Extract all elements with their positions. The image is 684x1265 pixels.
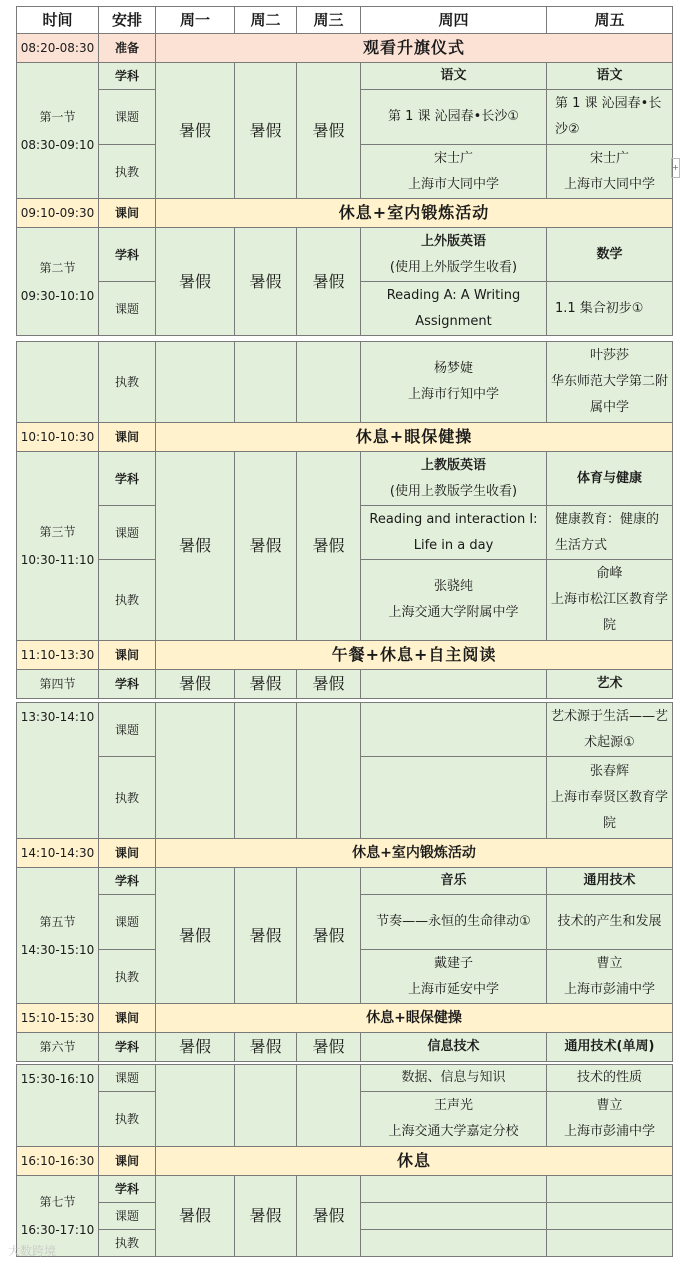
p2-tue: 暑假 [235, 228, 297, 336]
p6-thu-teacher-name: 王声光 [433, 1098, 473, 1113]
p5-subject-label: 学科 [99, 868, 156, 895]
header-monday: 周一 [156, 7, 235, 34]
p6-tue-cont [235, 1065, 297, 1147]
schedule-table-page-4 [16, 1064, 673, 1257]
p6-fri-teacher [547, 1092, 673, 1147]
break6-time: 16:10-16:30 [17, 1147, 99, 1176]
p2-thu-subject: 上外版英语 [420, 233, 486, 249]
p5-subject-row [17, 868, 673, 895]
p1-topic-label: 课题 [99, 90, 156, 145]
p2-topic-label: 课题 [99, 282, 156, 336]
p6-fri-school: 上海市彭浦中学 [563, 1124, 655, 1139]
p1-time: 08:30-09:10 [20, 137, 95, 152]
p4-thu-subject [361, 670, 547, 699]
p2-fri-teacher [547, 342, 673, 423]
p3-thu-topic: Reading and interaction I: Life in a day [361, 506, 547, 560]
p5-time: 14:30-15:10 [20, 942, 95, 957]
p4-name: 第四节 [17, 670, 99, 699]
p2-name: 第二节 [39, 260, 76, 275]
p6-time: 15:30-16:10 [17, 1065, 99, 1147]
p3-thu-subject: 上教版英语 [420, 457, 486, 473]
p2-time: 09:30-10:10 [20, 288, 95, 303]
p5-thu-subject: 音乐 [361, 868, 547, 895]
p1-fri-subject: 语文 [547, 63, 673, 90]
p4-fri-subject: 艺术 [547, 670, 673, 699]
p5-fri-subject: 通用技术 [547, 868, 673, 895]
break1-time: 09:10-09:30 [17, 199, 99, 228]
p1-teacher-label: 执教 [99, 145, 156, 199]
p2-subject-row [17, 228, 673, 282]
p5-tue: 暑假 [235, 868, 297, 1004]
p6-mon-cont [156, 1065, 235, 1147]
break1-label: 课间 [99, 199, 156, 228]
p3-fri-school: 上海市松江区教育学院 [550, 592, 668, 633]
break5-time: 15:10-15:30 [17, 1004, 99, 1033]
header-friday: 周五 [547, 7, 673, 34]
p4-fri-topic: 艺术源于生活——艺术起源① [547, 703, 673, 757]
p2-mon: 暑假 [156, 228, 235, 336]
p4-tue-cont [235, 703, 297, 839]
p3-time-cell [17, 452, 99, 641]
p2-time-cont [17, 342, 99, 423]
p2-wed-cont [297, 342, 361, 423]
p3-fri-topic: 健康教育：健康的生活方式 [547, 506, 673, 560]
p4-wed-cont [297, 703, 361, 839]
p1-fri-topic: 第 1 课 沁园春•长沙② [547, 90, 673, 145]
p4-subject-label: 学科 [99, 670, 156, 699]
p3-fri-teacher [547, 560, 673, 641]
p3-teacher-label: 执教 [99, 560, 156, 641]
p7-mon: 暑假 [156, 1176, 235, 1257]
schedule-table-page-1 [16, 6, 673, 336]
p6-topic-row [17, 1065, 673, 1092]
p3-thu-teacher [361, 560, 547, 641]
p1-subject-label: 学科 [99, 63, 156, 90]
break3-label: 课间 [99, 641, 156, 670]
p2-wed: 暑假 [297, 228, 361, 336]
p7-name: 第七节 [39, 1195, 76, 1209]
p3-wed: 暑假 [297, 452, 361, 641]
p6-subject-label: 学科 [99, 1033, 156, 1062]
p6-thu-subject: 信息技术 [361, 1033, 547, 1062]
p5-fri-teacher-name: 曹立 [596, 955, 623, 971]
p2-thu-note: (使用上外版学生收看) [389, 259, 518, 275]
p5-fri-topic: 技术的产生和发展 [547, 895, 673, 950]
p5-wed: 暑假 [297, 868, 361, 1004]
p2-thu-topic: Reading A: A Writing Assignment [361, 282, 547, 336]
break3-activity: 午餐+休息+自主阅读 [156, 641, 673, 670]
p1-time-cell [17, 63, 99, 199]
break6-activity: 休息 [156, 1147, 673, 1176]
break5-row [17, 1004, 673, 1033]
p7-fri-subject [547, 1176, 673, 1203]
p7-subject-label: 学科 [99, 1176, 156, 1203]
break5-label: 课间 [99, 1004, 156, 1033]
p2-thu-school: 上海市行知中学 [407, 387, 499, 402]
p5-time-cell [17, 868, 99, 1004]
p1-wed: 暑假 [297, 63, 361, 199]
p2-thu-teacher-name: 杨梦婕 [433, 361, 473, 376]
p4-thu-teacher [361, 757, 547, 839]
p6-tue: 暑假 [235, 1033, 297, 1062]
p1-subject-row [17, 63, 673, 90]
break2-label: 课间 [99, 423, 156, 452]
break6-row [17, 1147, 673, 1176]
break3-row [17, 641, 673, 670]
p2-teacher-row [17, 342, 673, 423]
p4-topic-label: 课题 [99, 703, 156, 757]
p1-thu-teacher-name: 宋士广 [433, 150, 473, 166]
p2-fri-teacher-name: 叶莎莎 [589, 348, 629, 363]
header-tuesday: 周二 [235, 7, 297, 34]
p2-subject-label: 学科 [99, 228, 156, 282]
p2-fri-topic: 1.1 集合初步① [547, 282, 673, 336]
p4-fri-teacher [547, 757, 673, 839]
p1-thu-subject: 语文 [361, 63, 547, 90]
p6-subject-row [17, 1033, 673, 1062]
p3-subject-row [17, 452, 673, 506]
p3-fri-teacher-name: 俞峰 [596, 566, 623, 581]
schedule-table-page-2 [16, 341, 673, 699]
break3-time: 11:10-13:30 [17, 641, 99, 670]
p4-mon: 暑假 [156, 670, 235, 699]
p4-subject-row [17, 670, 673, 699]
p1-mon: 暑假 [156, 63, 235, 199]
p4-time: 13:30-14:10 [17, 703, 99, 839]
p5-fri-teacher [547, 950, 673, 1004]
p6-mon: 暑假 [156, 1033, 235, 1062]
break5-activity: 休息+眼保健操 [156, 1004, 673, 1033]
p2-fri-subject: 数学 [547, 228, 673, 282]
p7-topic-label: 课题 [99, 1203, 156, 1230]
header-time: 时间 [17, 7, 99, 34]
p1-tue: 暑假 [235, 63, 297, 199]
header-row [17, 7, 673, 34]
prep-activity: 观看升旗仪式 [156, 34, 673, 63]
p6-fri-topic: 技术的性质 [547, 1065, 673, 1092]
p5-thu-teacher-name: 戴建子 [433, 955, 473, 971]
p6-thu-topic: 数据、信息与知识 [361, 1065, 547, 1092]
p7-tue: 暑假 [235, 1176, 297, 1257]
p3-mon: 暑假 [156, 452, 235, 641]
p3-thu-subject-cell [361, 452, 547, 506]
p2-thu-teacher [361, 342, 547, 423]
p6-topic-label: 课题 [99, 1065, 156, 1092]
p2-thu-subject-cell [361, 228, 547, 282]
schedule-table-page-3 [16, 702, 673, 1062]
p4-fri-school: 上海市奉贤区教育学院 [550, 789, 668, 831]
p4-tue: 暑假 [235, 670, 297, 699]
p3-topic-label: 课题 [99, 506, 156, 560]
p3-subject-label: 学科 [99, 452, 156, 506]
p1-fri-teacher [547, 145, 673, 199]
break4-time: 14:10-14:30 [17, 839, 99, 868]
p5-topic-label: 课题 [99, 895, 156, 950]
p5-thu-topic: 节奏——永恒的生命律动① [361, 895, 547, 950]
p6-teacher-label: 执教 [99, 1092, 156, 1147]
break4-row [17, 839, 673, 868]
p7-time: 16:30-17:10 [20, 1223, 95, 1237]
p7-thu-topic [361, 1203, 547, 1230]
p3-fri-subject: 体育与健康 [547, 452, 673, 506]
table-move-handle[interactable]: + [671, 158, 680, 178]
break2-time: 10:10-10:30 [17, 423, 99, 452]
p6-wed: 暑假 [297, 1033, 361, 1062]
p7-fri-teacher [547, 1230, 673, 1257]
header-thursday: 周四 [361, 7, 547, 34]
p5-thu-school: 上海市延安中学 [407, 981, 499, 997]
p4-teacher-label: 执教 [99, 757, 156, 839]
p5-fri-school: 上海市彭浦中学 [563, 981, 655, 997]
p5-teacher-label: 执教 [99, 950, 156, 1004]
p7-subject-row [17, 1176, 673, 1203]
p2-teacher-label: 执教 [99, 342, 156, 423]
break1-activity: 休息+室内锻炼活动 [156, 199, 673, 228]
p3-tue: 暑假 [235, 452, 297, 641]
header-wednesday: 周三 [297, 7, 361, 34]
p4-topic-row [17, 703, 673, 757]
p5-name: 第五节 [39, 914, 76, 929]
p7-fri-topic [547, 1203, 673, 1230]
p2-tue-cont [235, 342, 297, 423]
p4-mon-cont [156, 703, 235, 839]
p3-time: 10:30-11:10 [20, 553, 95, 567]
p2-mon-cont [156, 342, 235, 423]
prep-time: 08:20-08:30 [17, 34, 99, 63]
p7-thu-subject [361, 1176, 547, 1203]
header-arrangement: 安排 [99, 7, 156, 34]
p1-thu-school: 上海市大同中学 [407, 176, 499, 192]
break4-label: 课间 [99, 839, 156, 868]
p6-fri-teacher-name: 曹立 [596, 1098, 623, 1113]
p3-name: 第三节 [39, 525, 76, 539]
p7-thu-teacher [361, 1230, 547, 1257]
p1-fri-teacher-name: 宋士广 [589, 150, 629, 166]
p6-thu-school: 上海交通大学嘉定分校 [388, 1124, 519, 1139]
break6-label: 课间 [99, 1147, 156, 1176]
p6-fri-subject: 通用技术(单周) [547, 1033, 673, 1062]
p5-thu-teacher [361, 950, 547, 1004]
p2-fri-school: 华东师范大学第二附属中学 [550, 374, 668, 415]
p1-name: 第一节 [39, 109, 76, 124]
break2-activity: 休息+眼保健操 [156, 423, 673, 452]
p7-teacher-label: 执教 [99, 1230, 156, 1257]
p4-fri-teacher-name: 张春辉 [589, 763, 629, 779]
break1-row [17, 199, 673, 228]
p3-thu-teacher-name: 张骁纯 [433, 579, 473, 594]
p1-fri-school: 上海市大同中学 [563, 176, 655, 192]
p6-name: 第六节 [17, 1033, 99, 1062]
p5-mon: 暑假 [156, 868, 235, 1004]
p4-thu-topic [361, 703, 547, 757]
p3-thu-note: (使用上教版学生收看) [389, 483, 518, 499]
p2-time-cell [17, 228, 99, 336]
p1-thu-teacher [361, 145, 547, 199]
prep-row [17, 34, 673, 63]
p7-wed: 暑假 [297, 1176, 361, 1257]
p6-wed-cont [297, 1065, 361, 1147]
p3-thu-school: 上海交通大学附属中学 [388, 605, 519, 620]
prep-label: 准备 [99, 34, 156, 63]
p4-wed: 暑假 [297, 670, 361, 699]
break4-activity: 休息+室内锻炼活动 [156, 839, 673, 868]
p1-thu-topic: 第 1 课 沁园春•长沙① [361, 90, 547, 145]
p6-thu-teacher [361, 1092, 547, 1147]
watermark: 大数跨境 [8, 1244, 57, 1258]
break2-row [17, 423, 673, 452]
